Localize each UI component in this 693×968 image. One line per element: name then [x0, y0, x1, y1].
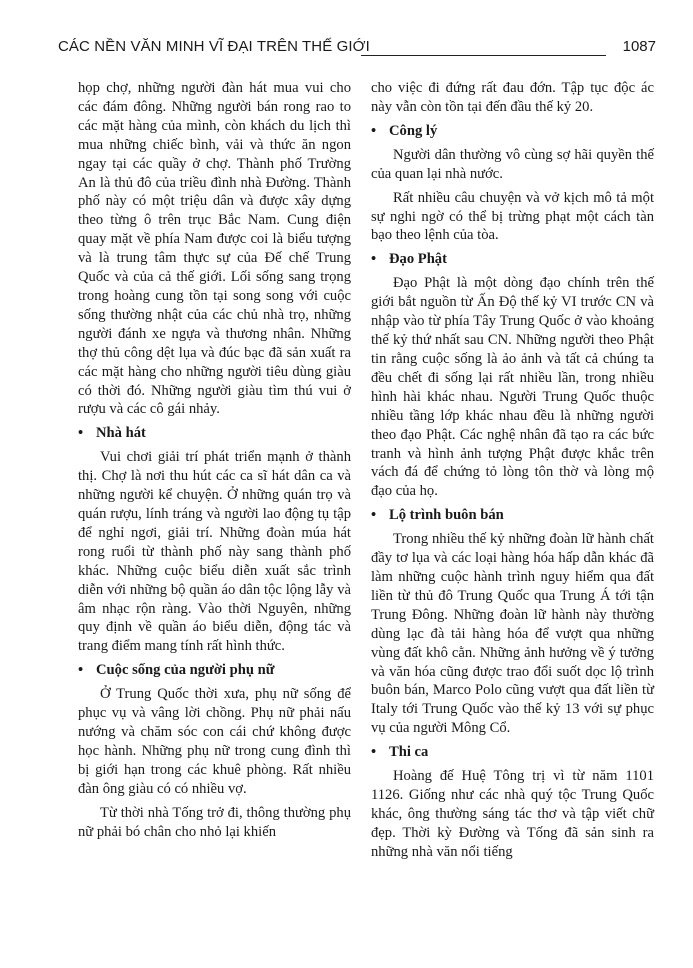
paragraph: họp chợ, những người đàn hát mua vui cho các đám đông. Những người bán rong rao to các mặt hàng của mình, còn khách du lịch thì mua những chiếc bình, vải và thức ăn ngon ngay tại các quầy ở chợ. Thành phố Trường An là thủ đô của triều đình nhà Đường. Thành phố này có một triệu dân và được xây dựng theo từng ô trên trục Bắc Nam. Cung điện quay mặt về phía Nam được coi là biểu tượng và là trung tâm thực sự của Đế chế Trung Quốc và của cả thế giới. Lối sống sang trọng trong hoàng cung tồn tại song song với cuộc sống thường nhật của các chủ nhà trọ, những người đánh xe ngựa và thương nhân. Những thợ thủ công dệt lụa và đúc bạc đã sản xuất ra các mặt hàng cho những người tiêu dùng giàu có thời đó. Những người giàu tìm thú vui ở rượu và các cô gái nhảy. — [78, 80, 351, 418]
section-heading-cong-ly — [371, 122, 654, 141]
heading-label: Lộ trình buôn bán — [389, 507, 504, 524]
section-heading-lo-trinh — [371, 506, 654, 525]
bullet-icon: • — [371, 122, 377, 139]
section-heading-dao-phat — [371, 250, 654, 269]
paragraph: Hoàng đế Huệ Tông trị vì từ năm 1101 1126. Giống như các nhà quý tộc Trung Quốc khác, ông thường sáng tác thơ và tập viết chữ đẹp. Thời kỳ Đường và Tống đã sản sinh ra những nhà văn nổi tiếng — [371, 768, 654, 860]
heading-label: Cuộc sống của người phụ nữ — [96, 662, 275, 679]
section-heading-nha-hat — [78, 424, 351, 443]
paragraph: Rất nhiều câu chuyện và vở kịch mô tả một sự nghi ngờ có thể bị trừng phạt một cách tàn bạo theo lệnh của tòa. — [371, 189, 654, 244]
paragraph: Vui chơi giải trí phát triển mạnh ở thành thị. Chợ là nơi thu hút các ca sĩ hát dân ca và những người kể chuyện. Ở những quán trọ và quán rượu, lính tráng và người lao động tụ tập để nghỉ ngơi, giải trí. Những đoàn múa hát rong ruổi từ thành phố này sang thành phố khác. Những cuộc biểu diễn xuất sắc trình diễn với những bộ quần áo dân tộc lộng lẫy và âm nhạc rộn ràng. Vào thời Nguyên, những quy định về quần áo biểu diễn, động tác và trang điểm mang tính rất hình thức. — [78, 449, 351, 655]
header-rule — [361, 55, 606, 56]
heading-label: Đạo Phật — [389, 251, 447, 268]
heading-label: Thi ca — [389, 744, 429, 761]
section-heading-thi-ca — [371, 743, 654, 762]
running-title: CÁC NỀN VĂN MINH VĨ ĐẠI TRÊN THẾ GIỚI — [58, 38, 370, 55]
paragraph: Người dân thường vô cùng sợ hãi quyền thế của quan lại nhà nước. — [371, 146, 654, 182]
bullet-icon: • — [78, 662, 84, 679]
bullet-icon: • — [371, 507, 377, 524]
heading-label: Công lý — [389, 122, 438, 139]
running-header — [58, 38, 656, 62]
right-column — [371, 79, 654, 867]
paragraph: Đạo Phật là một dòng đạo chính trên thế giới bắt nguồn từ Ấn Độ thế kỷ VI trước CN và nhập vào từ phía Tây Trung Quốc ở vào khoảng thế kỷ thứ nhất sau CN. Những người theo Phật tin rằng cuộc sống là ảo ảnh và tất cả chúng ta đều chết đi sống lại rất nhiều lần, trong nhiều hình hài khác nhau. Người Trung Quốc thuộc nhiều tầng lớp khác nhau đều là những người theo đạo Phật. Các nghệ nhân đã tạo ra các bức tranh và hình ảnh tượng Phật được khắc trên vách đá để chứng tỏ lòng tôn thờ và lòng mộ đạo của họ. — [371, 275, 654, 500]
page-number: 1087 — [622, 38, 656, 55]
paragraph: Ở Trung Quốc thời xưa, phụ nữ sống để phục vụ và vâng lời chồng. Phụ nữ phải nấu nướng và chăm sóc con cái chứ không được học hành. Những phụ nữ trong cung đình thì bị giới hạn trong các khuê phòng. Rất nhiều đàn ông giàu có có nhiều vợ. — [78, 686, 351, 797]
paragraph: cho việc đi đứng rất đau đớn. Tập tục độc ác này vẫn còn tồn tại đến đầu thế kỷ 20. — [371, 80, 654, 115]
left-column — [78, 79, 351, 847]
paragraph: Trong nhiều thế kỷ những đoàn lữ hành chất đầy tơ lụa và các loại hàng hóa hấp dẫn khác đã làm những cuộc hành trình nguy hiểm qua đất liền từ thủ đô Trung Quốc qua Trung Á tới tận Trung Đông. Những đoàn lữ hành này thường dùng lạc đà tải hàng hóa để vượt qua những vùng đất khô cằn. Những ảnh hưởng về ý tưởng và văn hóa cũng được trao đổi suốt dọc lộ trình buôn bán, Marco Polo cũng vượt qua đất liền từ Italy tới Trung Quốc vào thế kỷ 13 với sự phục vụ của người Mông Cổ. — [371, 531, 654, 737]
section-heading-phu-nu — [78, 661, 351, 680]
bullet-icon: • — [78, 425, 84, 442]
bullet-icon: • — [371, 251, 377, 268]
paragraph: Từ thời nhà Tống trở đi, thông thường phụ nữ phải bó chân cho nhỏ lại khiến — [78, 804, 351, 840]
bullet-icon: • — [371, 744, 377, 761]
heading-label: Nhà hát — [96, 425, 146, 442]
